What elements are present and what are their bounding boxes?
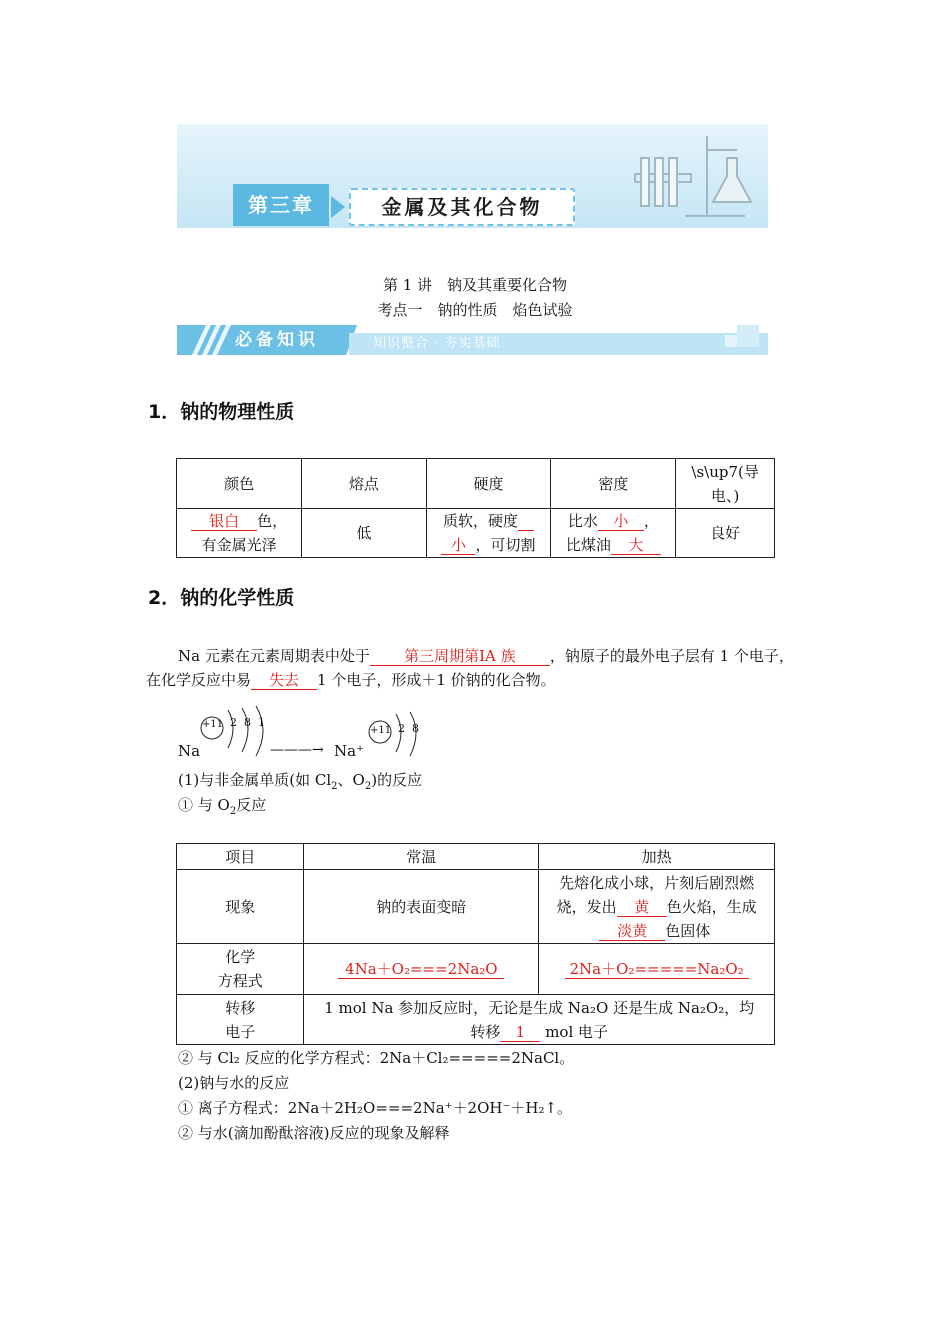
row-phenomenon-normal: 钠的表面变暗	[304, 870, 539, 944]
sub1-text-b: 反应	[236, 796, 267, 814]
para1-text-b: ，钠原子的最外电子层有 1 个电子，	[549, 647, 794, 665]
header-conductivity-line1: \s\up7(导	[691, 462, 759, 481]
knowledge-bar	[177, 325, 768, 355]
header-heating: 加热	[539, 844, 775, 870]
heat-line3b: 色固体	[665, 921, 711, 940]
para2-text-b: 1 个电子，形成＋1 价钠的化合物。	[317, 671, 556, 689]
row-electron-content	[304, 995, 775, 1045]
na-atom-icon	[198, 704, 278, 764]
blank-period-group: 第三周期第ⅠA 族	[370, 647, 550, 666]
ionic-equation: ① 离子方程式：2Na＋2H₂O===2Na⁺＋2OH⁻＋H₂↑。	[178, 1099, 573, 1117]
row-phenomenon-heat	[539, 870, 775, 944]
para1-text-a: Na 元素在元素周期表中处于	[178, 647, 370, 665]
oxygen-reaction-table	[176, 843, 775, 1045]
row-equation-label	[177, 944, 304, 995]
row-phenomenon-label: 现象	[177, 870, 304, 944]
cell-density	[551, 509, 676, 558]
density-suffix1: ，	[643, 512, 659, 530]
topic-title: 考点一 钠的性质 焰色试验	[377, 301, 573, 319]
section1-heading: 1．钠的物理性质	[148, 401, 295, 423]
chlorine-reaction: ② 与 Cl₂ 反应的化学方程式：2Na＋Cl₂=====2NaCl。	[178, 1049, 575, 1067]
blank-electron-count: 1	[500, 1023, 540, 1042]
density-prefix2: 比煤油	[565, 536, 611, 554]
reaction1-heading: (1)与非金属单质(如 $Cl_2$、$O_2$)的反应	[178, 771, 423, 792]
blank-density2: 大	[611, 536, 661, 555]
corner-squares-decor	[737, 325, 759, 347]
heat-line2a: 烧，发出	[556, 897, 617, 916]
cell-hardness	[426, 509, 551, 558]
cell-conductivity: 良好	[676, 509, 775, 558]
header-conductivity-line2: 电、)	[710, 486, 740, 505]
blank-color: 银白	[191, 512, 257, 531]
na-shell-2: 8	[244, 716, 251, 729]
corner-squares-decor	[725, 335, 737, 347]
equation-label-1: 化学	[225, 948, 256, 966]
lecture-title: 第 1 讲 钠及其重要化合物	[382, 276, 568, 294]
chapter-label: 第三章	[233, 184, 329, 226]
knowledge-bar-title: 必备知识	[235, 330, 319, 350]
sub1-text-a: ① 与 O	[178, 796, 230, 814]
header-item: 项目	[177, 844, 304, 870]
chapter-banner	[177, 124, 768, 228]
paragraph-line1	[178, 646, 794, 666]
density-prefix1: 比水	[567, 512, 598, 530]
chapter-arrow	[331, 196, 345, 218]
header-conductivity	[676, 459, 775, 509]
reaction1-text-a: (1)与非金属单质(如 Cl	[178, 771, 332, 789]
blank-lose: 失去	[251, 671, 317, 690]
para2-text-a: 在化学反应中易	[146, 671, 252, 689]
header-color: 颜色	[177, 459, 302, 509]
electron-line2a: 转移	[470, 1022, 501, 1041]
cell-color	[177, 509, 302, 558]
ion-shell-1: 2	[398, 722, 405, 735]
reaction1-text-b: 、O	[337, 771, 365, 789]
blank-hardness: 小	[441, 536, 475, 555]
header-normal-temp: 常温	[304, 844, 539, 870]
blank-yellow: 黄	[617, 898, 667, 917]
sub1-heading: ① 与 $O_2$反应	[178, 796, 267, 817]
electron-label-2: 电子	[225, 1022, 256, 1041]
ion-shell-2: 8	[412, 722, 419, 735]
knowledge-bar-subtitle: 知识整合 · 夯实基础	[373, 336, 501, 351]
physical-properties-table	[176, 458, 775, 558]
lab-apparatus-icon	[627, 128, 767, 226]
atom-structure-diagram	[176, 700, 436, 768]
color-suffix: 色，	[257, 512, 288, 530]
na-shell-3: 1	[258, 716, 265, 729]
electron-label-1: 转移	[225, 998, 256, 1017]
row-electron-label	[177, 995, 304, 1045]
blank-density1: 小	[598, 512, 644, 531]
hardness-line1: 质软，硬度	[442, 512, 518, 530]
header-hardness: 硬度	[426, 459, 551, 509]
equation-normal: 4Na＋O₂===2Na₂O	[338, 960, 504, 979]
equation-heat: 2Na＋O₂=====Na₂O₂	[565, 960, 749, 979]
chapter-title: 金属及其化合物	[349, 188, 575, 226]
color-line2: 有金属光泽	[201, 536, 277, 554]
na-shell-1: 2	[230, 716, 237, 729]
hardness-suffix: ，可切割	[475, 536, 536, 554]
na-nucleus: +11	[202, 719, 224, 730]
header-melting: 熔点	[302, 459, 426, 509]
na-ion-label: Na⁺	[334, 742, 364, 760]
section2-heading: 2．钠的化学性质	[148, 587, 295, 609]
equation-label-2: 方程式	[217, 972, 263, 990]
reaction1-text-c: )的反应	[371, 771, 423, 789]
electron-line1: 1 mol Na 参加反应时，无论是生成 Na₂O 还是生成 Na₂O₂，均	[324, 998, 755, 1017]
electron-line2b: mol 电子	[545, 1022, 609, 1041]
row-equation-normal	[304, 944, 539, 995]
heat-line2b: 色火焰，生成	[666, 897, 757, 916]
reaction-arrow: ———→	[270, 742, 324, 758]
cell-melting: 低	[302, 509, 426, 558]
reaction2-heading: (2)钠与水的反应	[178, 1074, 290, 1092]
ion-nucleus: +11	[370, 725, 392, 736]
heat-line1: 先熔化成小球，片刻后剧烈燃	[559, 873, 755, 892]
blank-pale-yellow: 淡黄	[599, 922, 665, 941]
blank-underline	[518, 512, 534, 531]
na-label: Na	[178, 742, 201, 760]
paragraph-line2	[146, 670, 556, 690]
water-phenolphthalein: ② 与水(滴加酚酞溶液)反应的现象及解释	[178, 1124, 450, 1142]
header-density: 密度	[551, 459, 676, 509]
row-equation-heat	[539, 944, 775, 995]
